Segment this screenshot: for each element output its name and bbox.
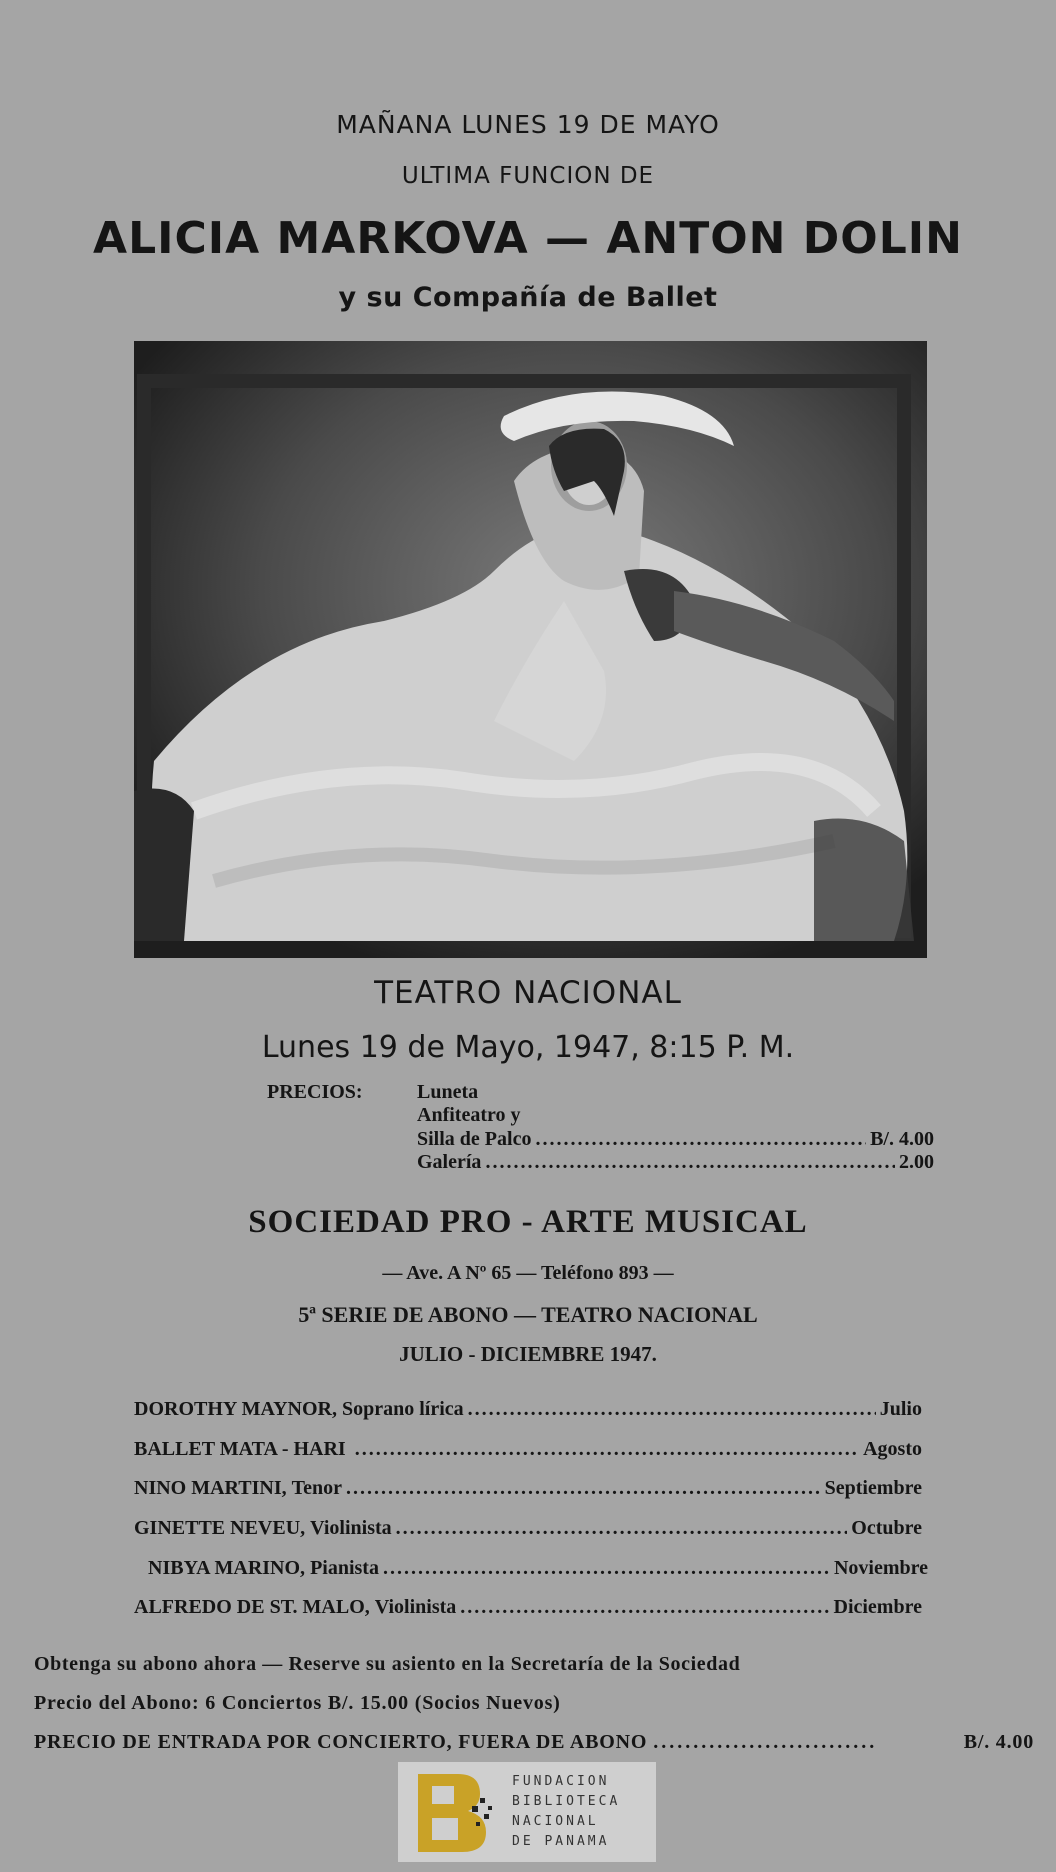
series-period: JULIO - DICIEMBRE 1947. — [399, 1342, 657, 1366]
venue-name: TEATRO NACIONAL — [374, 975, 682, 1011]
list-item — [134, 1596, 922, 1619]
artist-name: GINETTE NEVEU, — [134, 1517, 306, 1539]
price-row-name: Silla de Palco — [417, 1128, 532, 1150]
leader-dots — [396, 1517, 848, 1540]
header-date-line: MAÑANA LUNES 19 DE MAYO — [336, 110, 720, 139]
artist-role: Soprano lírica — [341, 1398, 464, 1420]
list-item — [134, 1517, 922, 1540]
price-row — [417, 1151, 934, 1174]
leader-dots — [346, 1477, 821, 1500]
society-name: SOCIEDAD PRO - ARTE MUSICAL — [248, 1204, 808, 1240]
ticket-price-value: B/. 4.00 — [963, 1731, 1034, 1753]
logo-wordmark — [512, 1772, 652, 1852]
price-row-name: Luneta — [417, 1081, 479, 1103]
footer-ticket-price — [34, 1731, 1034, 1754]
list-item — [134, 1398, 922, 1421]
artist-name: DOROTHY MAYNOR, — [134, 1398, 337, 1420]
leader-dots — [460, 1596, 829, 1619]
logo-text-line: DE PANAMA — [512, 1834, 610, 1849]
artist-name: ALFREDO DE ST. MALO, — [134, 1596, 370, 1618]
leader-dots — [383, 1557, 830, 1580]
leader-dots — [485, 1151, 895, 1174]
page-title: ALICIA MARKOVA — ANTON DOLIN — [93, 213, 963, 264]
price-row-value: B/. 4.00 — [870, 1128, 934, 1150]
price-row-value: 2.00 — [899, 1151, 934, 1173]
society-address: — Ave. A Nº 65 — Teléfono 893 — — [382, 1262, 674, 1284]
series-title: 5ª SERIE DE ABONO — TEATRO NACIONAL — [298, 1302, 758, 1327]
artist-month: Septiembre — [824, 1477, 922, 1499]
logo-text-line: FUNDACION — [512, 1774, 610, 1789]
artist-name: NIBYA MARINO, — [148, 1557, 306, 1579]
price-row-name: Galería — [417, 1151, 482, 1173]
list-item — [134, 1438, 922, 1461]
ticket-price-label: PRECIO DE ENTRADA POR CONCIERTO, FUERA DE ABONO — [34, 1731, 648, 1753]
header-last-performance: ULTIMA FUNCION DE — [401, 163, 655, 189]
price-row — [417, 1104, 934, 1127]
artist-name: NINO MARTINI, — [134, 1477, 287, 1499]
page-subtitle: y su Compañía de Ballet — [338, 282, 718, 313]
list-item — [148, 1557, 928, 1580]
artist-role: Pianista — [310, 1557, 379, 1579]
artist-role: Violinista — [310, 1517, 392, 1539]
logo-text-line: BIBLIOTECA — [512, 1794, 621, 1809]
leader-dots — [535, 1128, 866, 1151]
list-item — [134, 1477, 922, 1500]
price-row — [417, 1081, 934, 1104]
leader-dots — [355, 1438, 859, 1461]
price-row — [417, 1128, 934, 1151]
logo-text-line: NACIONAL — [512, 1814, 599, 1829]
artist-month: Diciembre — [833, 1596, 922, 1618]
event-datetime: Lunes 19 de Mayo, 1947, 8:15 P. M. — [261, 1030, 795, 1065]
artist-month: Julio — [879, 1398, 922, 1420]
b-logo-icon — [406, 1766, 496, 1858]
leader-dots — [653, 1731, 957, 1754]
artist-role: Tenor — [291, 1477, 343, 1499]
library-logo — [398, 1762, 656, 1862]
artist-month: Octubre — [851, 1517, 922, 1539]
footer-subscription-price: Precio del Abono: 6 Conciertos B/. 15.00 (Socios Nuevos) — [34, 1692, 561, 1714]
leader-dots — [468, 1398, 876, 1421]
ballerina-photo — [134, 341, 927, 958]
artist-month: Agosto — [863, 1438, 922, 1460]
artist-month: Noviembre — [833, 1557, 928, 1579]
artist-role: Violinista — [374, 1596, 457, 1618]
price-row-name: Anfiteatro y — [417, 1104, 521, 1126]
prices-label: PRECIOS: — [267, 1081, 363, 1103]
footer-reserve-note: Obtenga su abono ahora — Reserve su asiento en la Secretaría de la Sociedad — [34, 1653, 741, 1675]
artist-name: BALLET MATA - HARI — [134, 1438, 346, 1460]
